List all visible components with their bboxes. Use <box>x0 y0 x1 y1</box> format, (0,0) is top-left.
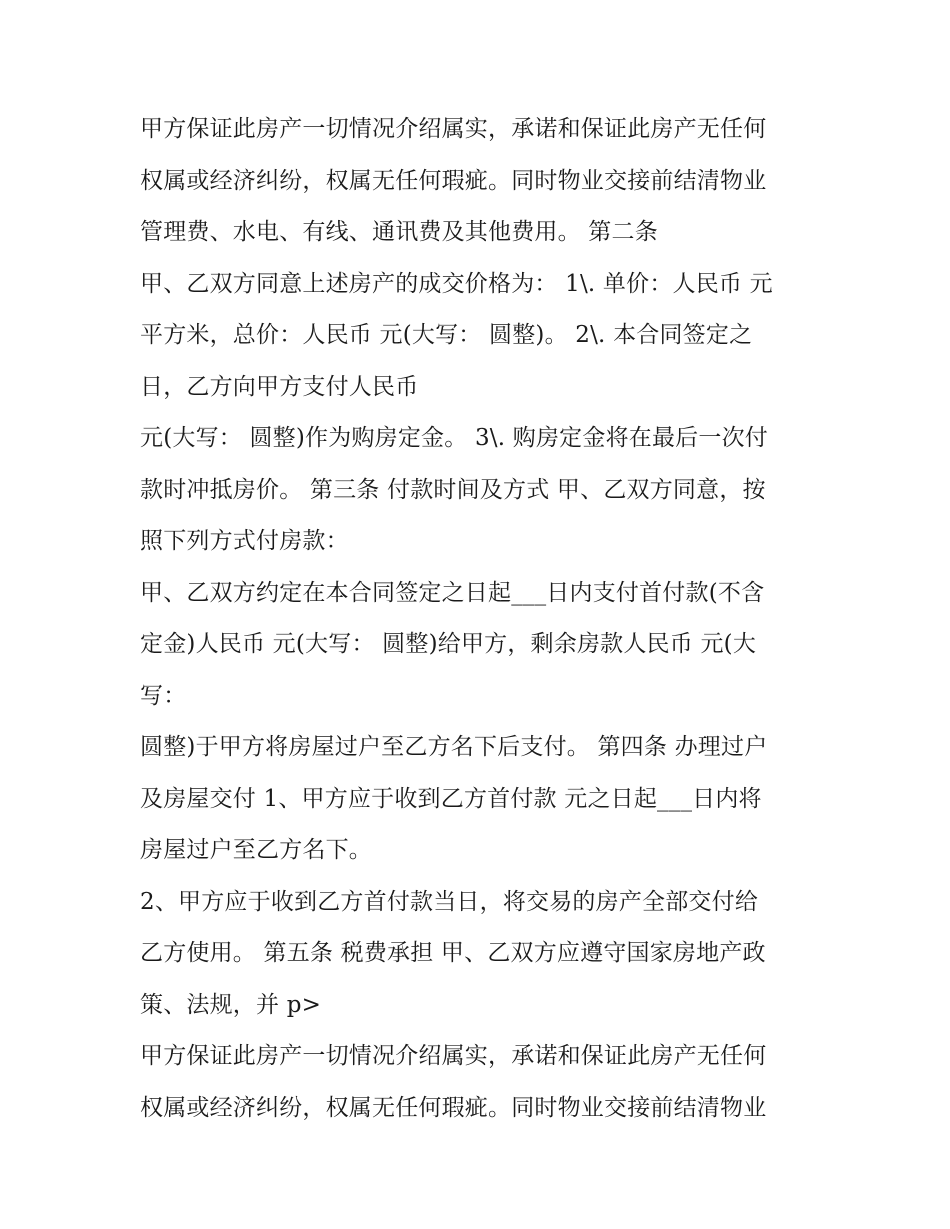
text-line: 定金)人民币 元(大写： 圆整)给甲方，剩余房款人民币 元(大 <box>140 631 757 657</box>
text-line: 圆整)于甲方将房屋过户至乙方名下后支付。 第四条 办理过户 <box>140 734 768 760</box>
text-line: 及房屋交付 1、甲方应于收到乙方首付款 元之日起___日内将 <box>140 785 762 812</box>
text-line: 甲方保证此房产一切情况介绍属实，承诺和保证此房产无任何 <box>140 116 767 142</box>
text-line: 日，乙方向甲方支付人民币 <box>140 373 419 400</box>
text-line: 乙方使用。 第五条 税费承担 甲、乙双方应遵守国家房地产政 <box>140 940 766 966</box>
text-line: 款时冲抵房价。 第三条 付款时间及方式 甲、乙双方同意，按 <box>140 476 766 503</box>
contract-text <box>140 104 830 1134</box>
text-line: 照下列方式付房款： <box>140 528 349 554</box>
text-line: 平方米，总价：人民币 元(大写： 圆整)。 2\. 本合同签定之 <box>140 322 753 348</box>
text-line: 2、甲方应于收到乙方首付款当日，将交易的房产全部交付给 <box>140 888 759 915</box>
text-line: 甲、乙双方约定在本合同签定之日起___日内支付首付款(不含 <box>140 579 765 606</box>
text-line: 甲方保证此房产一切情况介绍属实，承诺和保证此房产无任何 <box>140 1043 767 1069</box>
text-line: 权属或经济纠纷，权属无任何瑕疵。同时物业交接前结清物业 <box>140 1094 767 1121</box>
text-line: 权属或经济纠纷，权属无任何瑕疵。同时物业交接前结清物业 <box>140 167 767 194</box>
text-line: 策、法规，并 p> <box>140 991 322 1018</box>
text-line: 管理费、水电、有线、通讯费及其他费用。 第二条 <box>140 219 658 245</box>
text-line: 房屋过户至乙方名下。 <box>140 837 372 863</box>
text-line: 元(大写： 圆整)作为购房定金。 3\. 购房定金将在最后一次付 <box>140 425 768 451</box>
text-line: 写： <box>140 682 187 709</box>
text-line: 甲、乙双方同意上述房产的成交价格为： 1\. 单价：人民币 元 <box>140 270 773 297</box>
